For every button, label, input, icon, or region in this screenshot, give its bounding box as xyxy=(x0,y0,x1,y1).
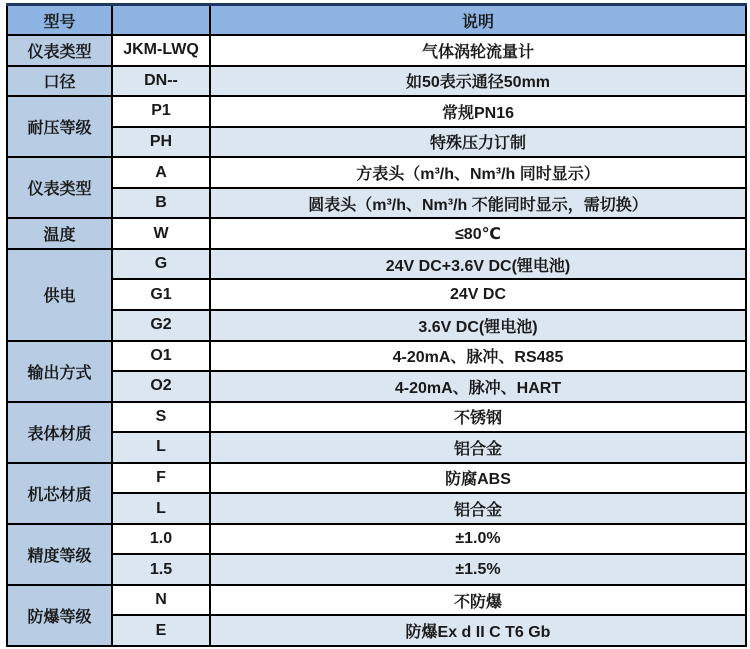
category-cell: 供电 xyxy=(7,249,112,341)
code-cell: PH xyxy=(112,127,210,158)
code-cell: 1.5 xyxy=(112,554,210,585)
code-cell: W xyxy=(112,218,210,249)
desc-cell: 4-20mA、脉冲、HART xyxy=(210,371,746,402)
table-row xyxy=(7,279,746,310)
code-cell: E xyxy=(112,615,210,646)
table-row xyxy=(7,157,746,188)
table-row xyxy=(7,96,746,127)
table-row xyxy=(7,35,746,66)
desc-cell: 常规PN16 xyxy=(210,96,746,127)
desc-cell: 4-20mA、脉冲、RS485 xyxy=(210,341,746,372)
desc-cell: 方表头（m³/h、Nm³/h 同时显示） xyxy=(210,157,746,188)
table-row xyxy=(7,463,746,494)
desc-cell: ≤80℃ xyxy=(210,218,746,249)
desc-cell: 24V DC+3.6V DC(锂电池) xyxy=(210,249,746,280)
code-cell: G2 xyxy=(112,310,210,341)
code-cell: L xyxy=(112,493,210,524)
desc-cell: 防爆Ex d II C T6 Gb xyxy=(210,615,746,646)
category-cell: 口径 xyxy=(7,66,112,97)
code-cell: G xyxy=(112,249,210,280)
table-row xyxy=(7,66,746,97)
category-cell: 机芯材质 xyxy=(7,463,112,524)
desc-cell: 特殊压力订制 xyxy=(210,127,746,158)
category-cell: 仪表类型 xyxy=(7,35,112,66)
table-row xyxy=(7,341,746,372)
desc-cell: 不防爆 xyxy=(210,585,746,616)
code-cell: DN-- xyxy=(112,66,210,97)
category-cell: 温度 xyxy=(7,218,112,249)
table-row xyxy=(7,310,746,341)
table-row xyxy=(7,127,746,158)
desc-cell: 3.6V DC(锂电池) xyxy=(210,310,746,341)
table-row xyxy=(7,249,746,280)
header-model: 型号 xyxy=(7,5,112,36)
header-desc: 说明 xyxy=(210,5,746,36)
category-cell: 防爆等级 xyxy=(7,585,112,646)
desc-cell: 防腐ABS xyxy=(210,463,746,494)
code-cell: S xyxy=(112,402,210,433)
category-cell: 仪表类型 xyxy=(7,157,112,218)
code-cell: JKM-LWQ xyxy=(112,35,210,66)
table-row xyxy=(7,218,746,249)
desc-cell: 铝合金 xyxy=(210,432,746,463)
table-row xyxy=(7,585,746,616)
table-row xyxy=(7,432,746,463)
table-row xyxy=(7,615,746,646)
model-selection-table xyxy=(6,3,747,647)
category-cell: 精度等级 xyxy=(7,524,112,585)
desc-cell: 圆表头（m³/h、Nm³/h 不能同时显示，需切换） xyxy=(210,188,746,219)
code-cell: F xyxy=(112,463,210,494)
code-cell: A xyxy=(112,157,210,188)
header-row xyxy=(7,5,746,36)
code-cell: B xyxy=(112,188,210,219)
table-row xyxy=(7,524,746,555)
table-row xyxy=(7,493,746,524)
table-row xyxy=(7,188,746,219)
category-cell: 耐压等级 xyxy=(7,96,112,157)
table-row xyxy=(7,371,746,402)
code-cell: G1 xyxy=(112,279,210,310)
desc-cell: 气体涡轮流量计 xyxy=(210,35,746,66)
desc-cell: 铝合金 xyxy=(210,493,746,524)
code-cell: P1 xyxy=(112,96,210,127)
category-cell: 表体材质 xyxy=(7,402,112,463)
code-cell: N xyxy=(112,585,210,616)
code-cell: O2 xyxy=(112,371,210,402)
desc-cell: ±1.5% xyxy=(210,554,746,585)
code-cell: L xyxy=(112,432,210,463)
table-row xyxy=(7,554,746,585)
code-cell: 1.0 xyxy=(112,524,210,555)
table-row xyxy=(7,402,746,433)
desc-cell: 24V DC xyxy=(210,279,746,310)
desc-cell: 如50表示通径50mm xyxy=(210,66,746,97)
desc-cell: ±1.0% xyxy=(210,524,746,555)
desc-cell: 不锈钢 xyxy=(210,402,746,433)
code-cell: O1 xyxy=(112,341,210,372)
header-code xyxy=(112,5,210,36)
category-cell: 输出方式 xyxy=(7,341,112,402)
